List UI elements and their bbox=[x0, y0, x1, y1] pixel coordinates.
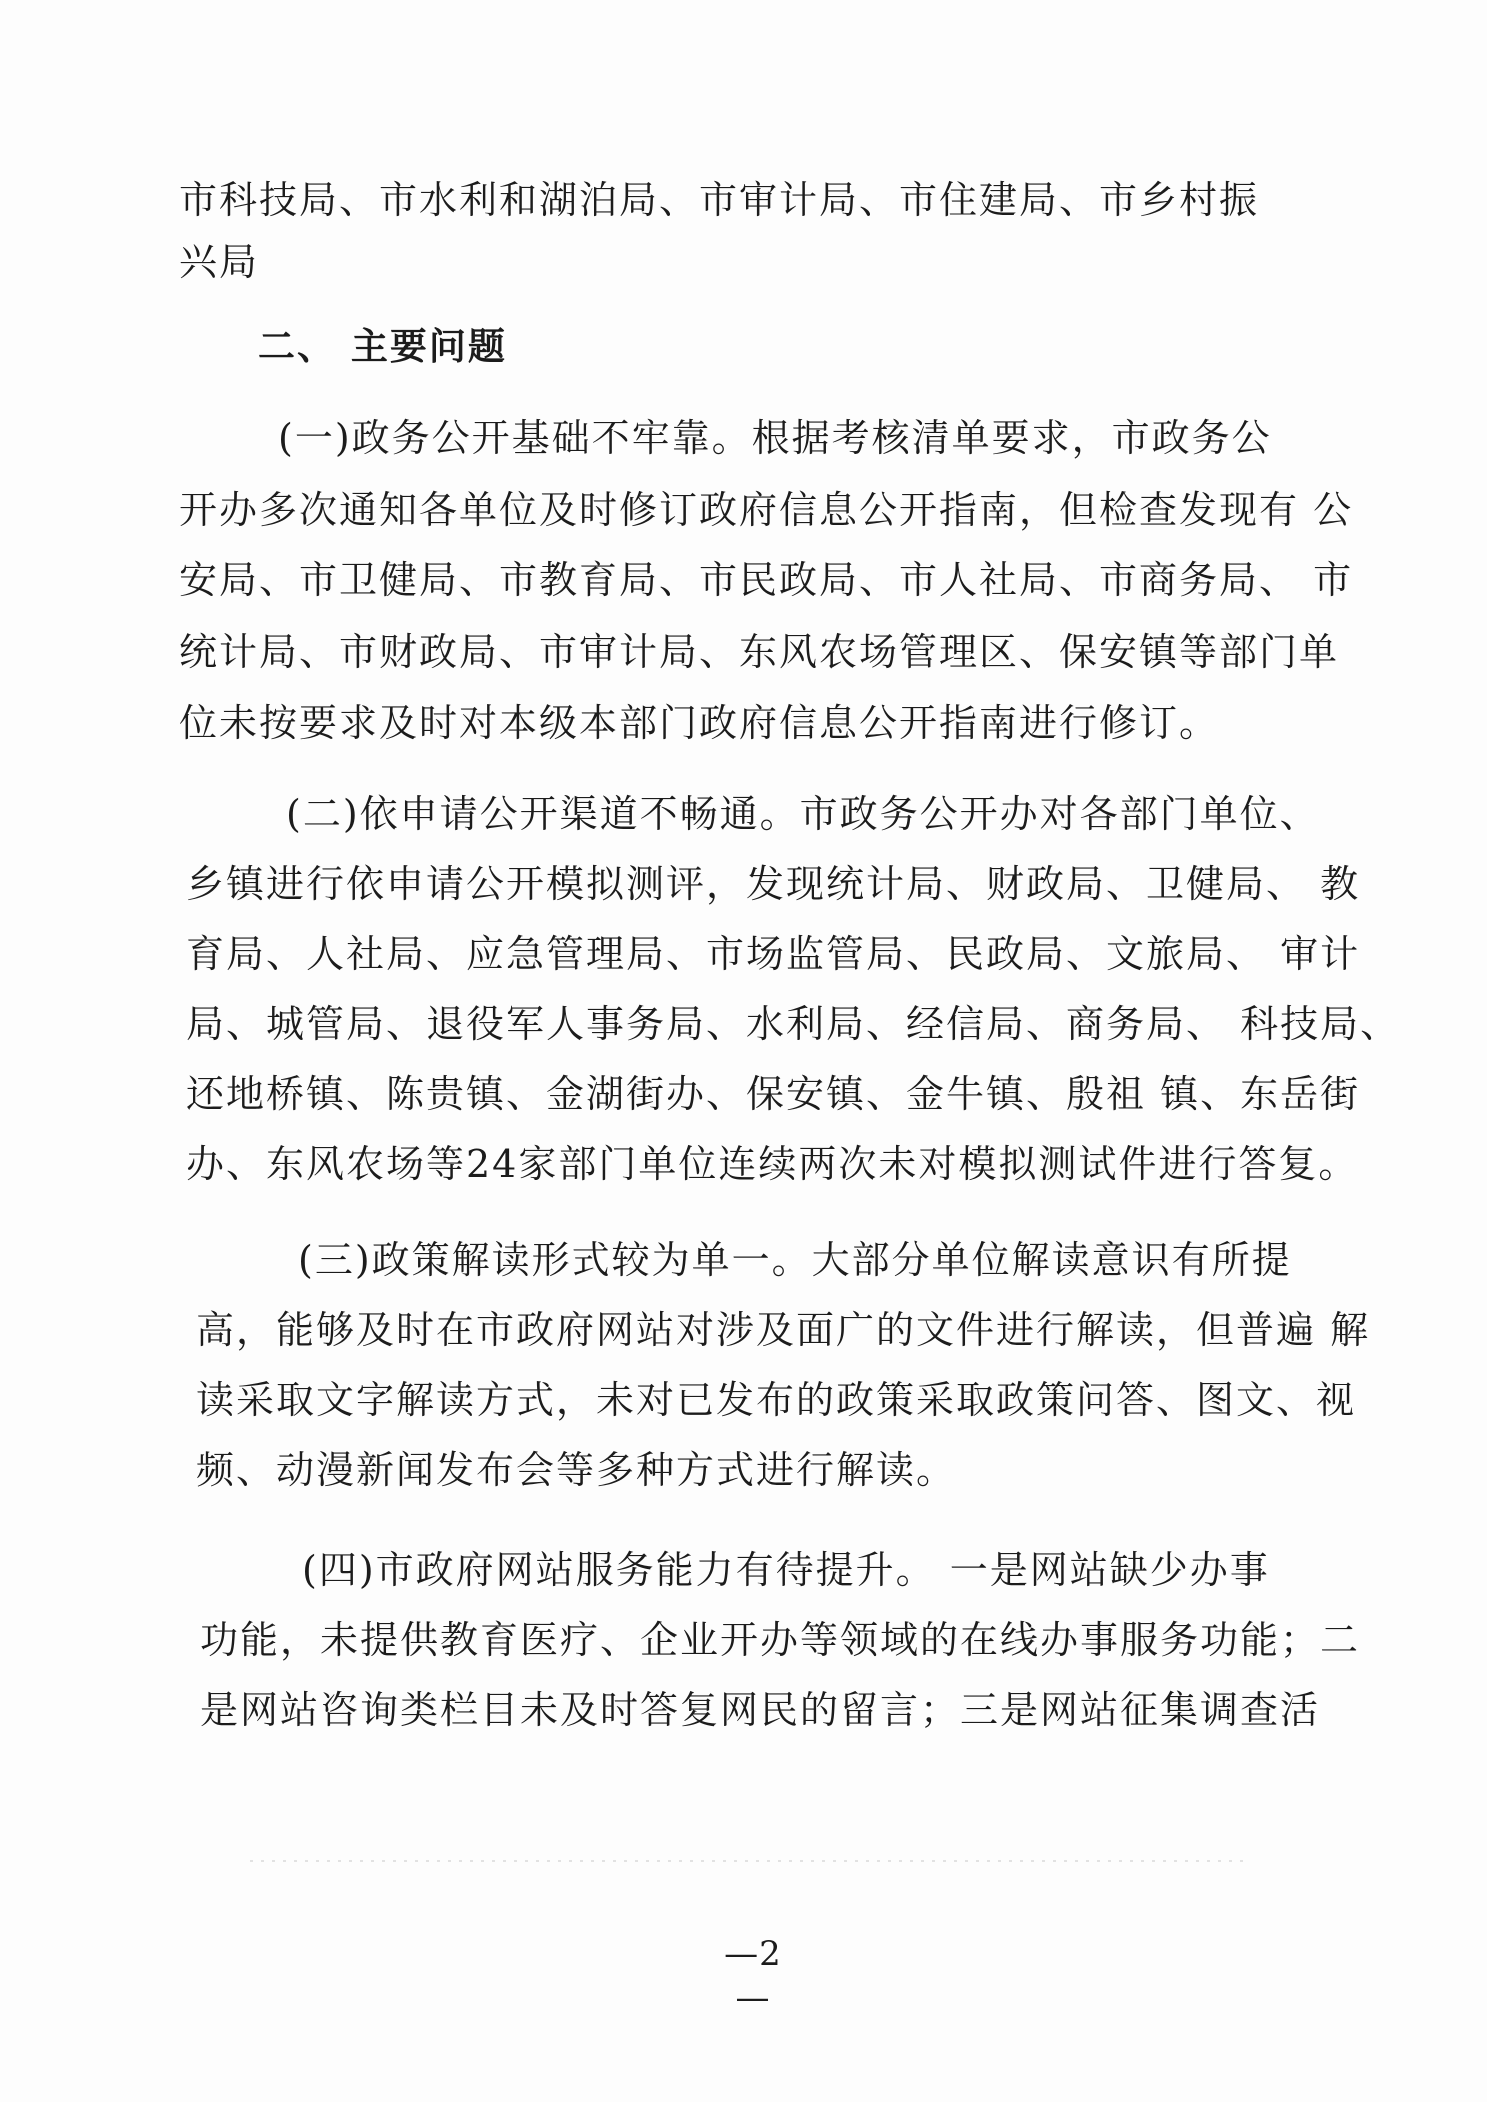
paragraph-line: 办、东风农场等24家部门单位连续两次未对模拟测试件进行答复。 bbox=[186, 1142, 1359, 1186]
section-heading: 二、 主要问题 bbox=[258, 325, 507, 368]
paragraph-line: 统计局、市财政局、市审计局、东风农场管理区、保安镇等部门单 bbox=[179, 630, 1340, 674]
paragraph-line: (四)市政府网站服务能力有待提升。 一是网站缺少办事 bbox=[302, 1548, 1270, 1592]
paragraph-line: (二)依申请公开渠道不畅通。市政务公开办对各部门单位、 bbox=[286, 792, 1320, 836]
paragraph-line: 频、动漫新闻发布会等多种方式进行解读。 bbox=[196, 1448, 957, 1492]
paragraph-line: 读采取文字解读方式，未对已发布的政策采取政策问答、图文、视 bbox=[196, 1378, 1357, 1422]
intro-line-1: 市科技局、市水利和湖泊局、市审计局、市住建局、市乡村振 bbox=[179, 178, 1260, 222]
scan-artifact-line bbox=[250, 1860, 1250, 1862]
page-number: —2— bbox=[724, 1934, 782, 2018]
paragraph-line: 育局、人社局、应急管理局、市场监管局、民政局、文旅局、 审计 bbox=[186, 932, 1361, 976]
paragraph-line: 还地桥镇、陈贵镇、金湖街办、保安镇、金牛镇、殷祖 镇、东岳街 bbox=[186, 1072, 1361, 1116]
paragraph-line: 开办多次通知各单位及时修订政府信息公开指南，但检查发现有 公 bbox=[179, 488, 1354, 532]
paragraph-line: 是网站咨询类栏目未及时答复网民的留言；三是网站征集调查活 bbox=[200, 1688, 1321, 1732]
paragraph-line: 位未按要求及时对本级本部门政府信息公开指南进行修订。 bbox=[179, 701, 1220, 745]
intro-line-2: 兴局 bbox=[179, 240, 260, 284]
paragraph-line: 安局、市卫健局、市教育局、市民政局、市人社局、市商务局、 市 bbox=[179, 558, 1354, 602]
paragraph-line: (三)政策解读形式较为单一。大部分单位解读意识有所提 bbox=[298, 1238, 1292, 1282]
paragraph-line: 高，能够及时在市政府网站对涉及面广的文件进行解读，但普遍 解 bbox=[196, 1308, 1371, 1352]
paragraph-line: (一)政务公开基础不牢靠。根据考核清单要求，市政务公 bbox=[278, 416, 1272, 460]
paragraph-line: 乡镇进行依申请公开模拟测评，发现统计局、财政局、卫健局、 教 bbox=[186, 862, 1361, 906]
paragraph-line: 功能，未提供教育医疗、企业开办等领域的在线办事服务功能；二 bbox=[200, 1618, 1361, 1662]
paragraph-line: 局、城管局、退役军人事务局、水利局、经信局、商务局、 科技局、 bbox=[186, 1002, 1401, 1046]
